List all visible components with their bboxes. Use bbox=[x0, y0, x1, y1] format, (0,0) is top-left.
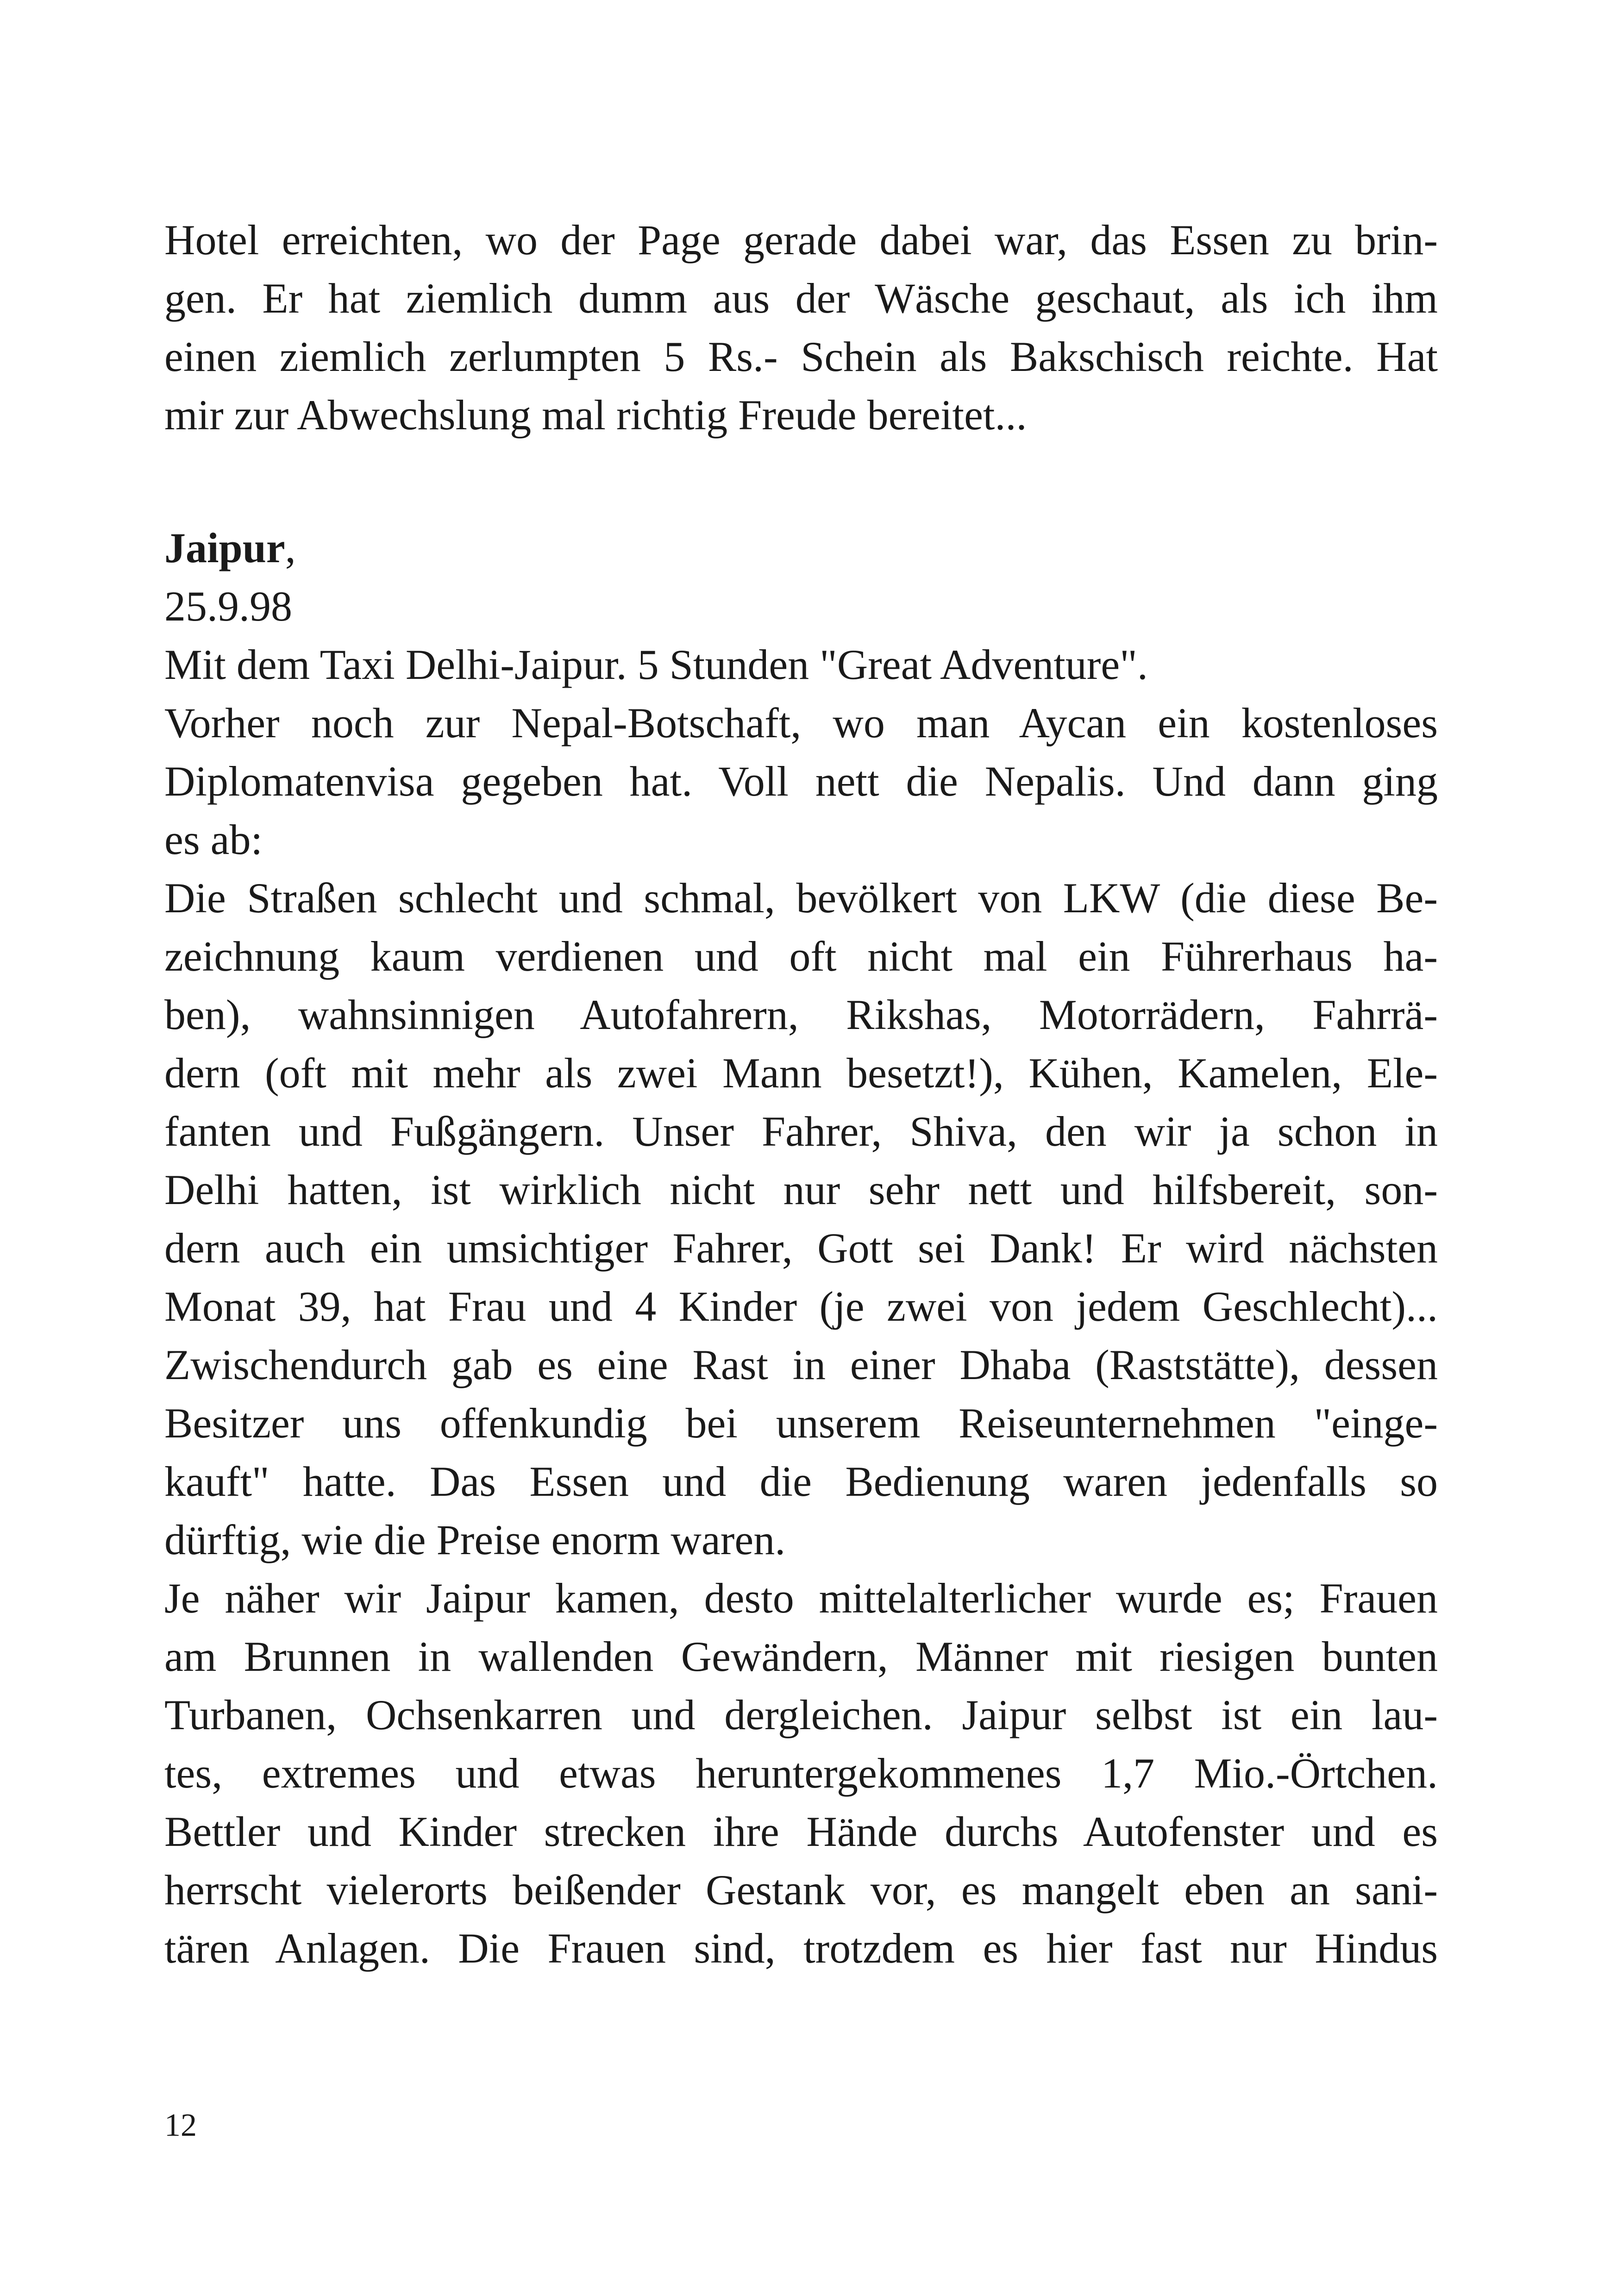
page-number: 12 bbox=[164, 2108, 197, 2143]
entry-heading bbox=[164, 519, 1438, 577]
text-line: ben), wahnsinnigen Autofahrern, Rikshas, Motorrädern, Fahrrä- bbox=[164, 991, 1438, 1038]
entry-date: 25.9.98 bbox=[164, 583, 292, 630]
text-line: tes, extremes und etwas heruntergekommenes 1,7 Mio.-Örtchen. bbox=[164, 1750, 1438, 1797]
text-line: Je näher wir Jaipur kamen, desto mittelalterlicher wurde es; Frauen bbox=[164, 1575, 1438, 1622]
text-line: gen. Er hat ziemlich dumm aus der Wäsche geschaut, als ich ihm bbox=[164, 275, 1438, 322]
text-line: Bettler und Kinder strecken ihre Hände durchs Autofenster und es bbox=[164, 1808, 1438, 1855]
text-line: kauft" hatte. Das Essen und die Bedienung waren jedenfalls so bbox=[164, 1458, 1438, 1505]
entry-place-suffix: , bbox=[285, 524, 296, 571]
text-line: dürftig, wie die Preise enorm waren. bbox=[164, 1516, 786, 1563]
diary-entry bbox=[164, 519, 1438, 1977]
text-line: Die Straßen schlecht und schmal, bevölkert von LKW (die diese Be- bbox=[164, 874, 1438, 922]
text-line: Besitzer uns offenkundig bei unserem Reiseunternehmen "einge- bbox=[164, 1399, 1438, 1447]
text-line: am Brunnen in wallenden Gewändern, Männer mit riesigen bunten bbox=[164, 1633, 1438, 1680]
text-line: Turbanen, Ochsenkarren und dergleichen. Jaipur selbst ist ein lau- bbox=[164, 1691, 1438, 1738]
text-line: dern auch ein umsichtiger Fahrer, Gott sei Dank! Er wird nächsten bbox=[164, 1224, 1438, 1272]
text-line: einen ziemlich zerlumpten 5 Rs.- Schein als Bakschisch reichte. Hat bbox=[164, 333, 1438, 380]
text-line: Zwischendurch gab es eine Rast in einer Dhaba (Raststätte), dessen bbox=[164, 1341, 1438, 1388]
entry-place: Jaipur bbox=[164, 524, 285, 571]
text-line: tären Anlagen. Die Frauen sind, trotzdem es hier fast nur Hindus bbox=[164, 1925, 1438, 1972]
paragraph-continuation bbox=[164, 211, 1438, 444]
text-line: Monat 39, hat Frau und 4 Kinder (je zwei von jedem Geschlecht)... bbox=[164, 1283, 1438, 1330]
text-line: Hotel erreichten, wo der Page gerade dabei war, das Essen zu brin- bbox=[164, 216, 1438, 263]
text-line: dern (oft mit mehr als zwei Mann besetzt!), Kühen, Kamelen, Ele- bbox=[164, 1049, 1438, 1097]
text-line: mir zur Abwechslung mal richtig Freude bereitet... bbox=[164, 391, 1027, 439]
text-line: Diplomatenvisa gegeben hat. Voll nett die Nepalis. Und dann ging bbox=[164, 758, 1438, 805]
text-line: fanten und Fußgängern. Unser Fahrer, Shiva, den wir ja schon in bbox=[164, 1108, 1438, 1155]
text-line: herrscht vielerorts beißender Gestank vor, es mangelt eben an sani- bbox=[164, 1866, 1438, 1913]
text-line: zeichnung kaum verdienen und oft nicht mal ein Führerhaus ha- bbox=[164, 933, 1438, 980]
text-line: Mit dem Taxi Delhi-Jaipur. 5 Stunden "Great Adventure". bbox=[164, 641, 1148, 688]
text-line: Delhi hatten, ist wirklich nicht nur sehr nett und hilfsbereit, son- bbox=[164, 1166, 1438, 1213]
text-line: es ab: bbox=[164, 816, 263, 863]
text-line: Vorher noch zur Nepal-Botschaft, wo man Aycan ein kostenloses bbox=[164, 699, 1438, 747]
